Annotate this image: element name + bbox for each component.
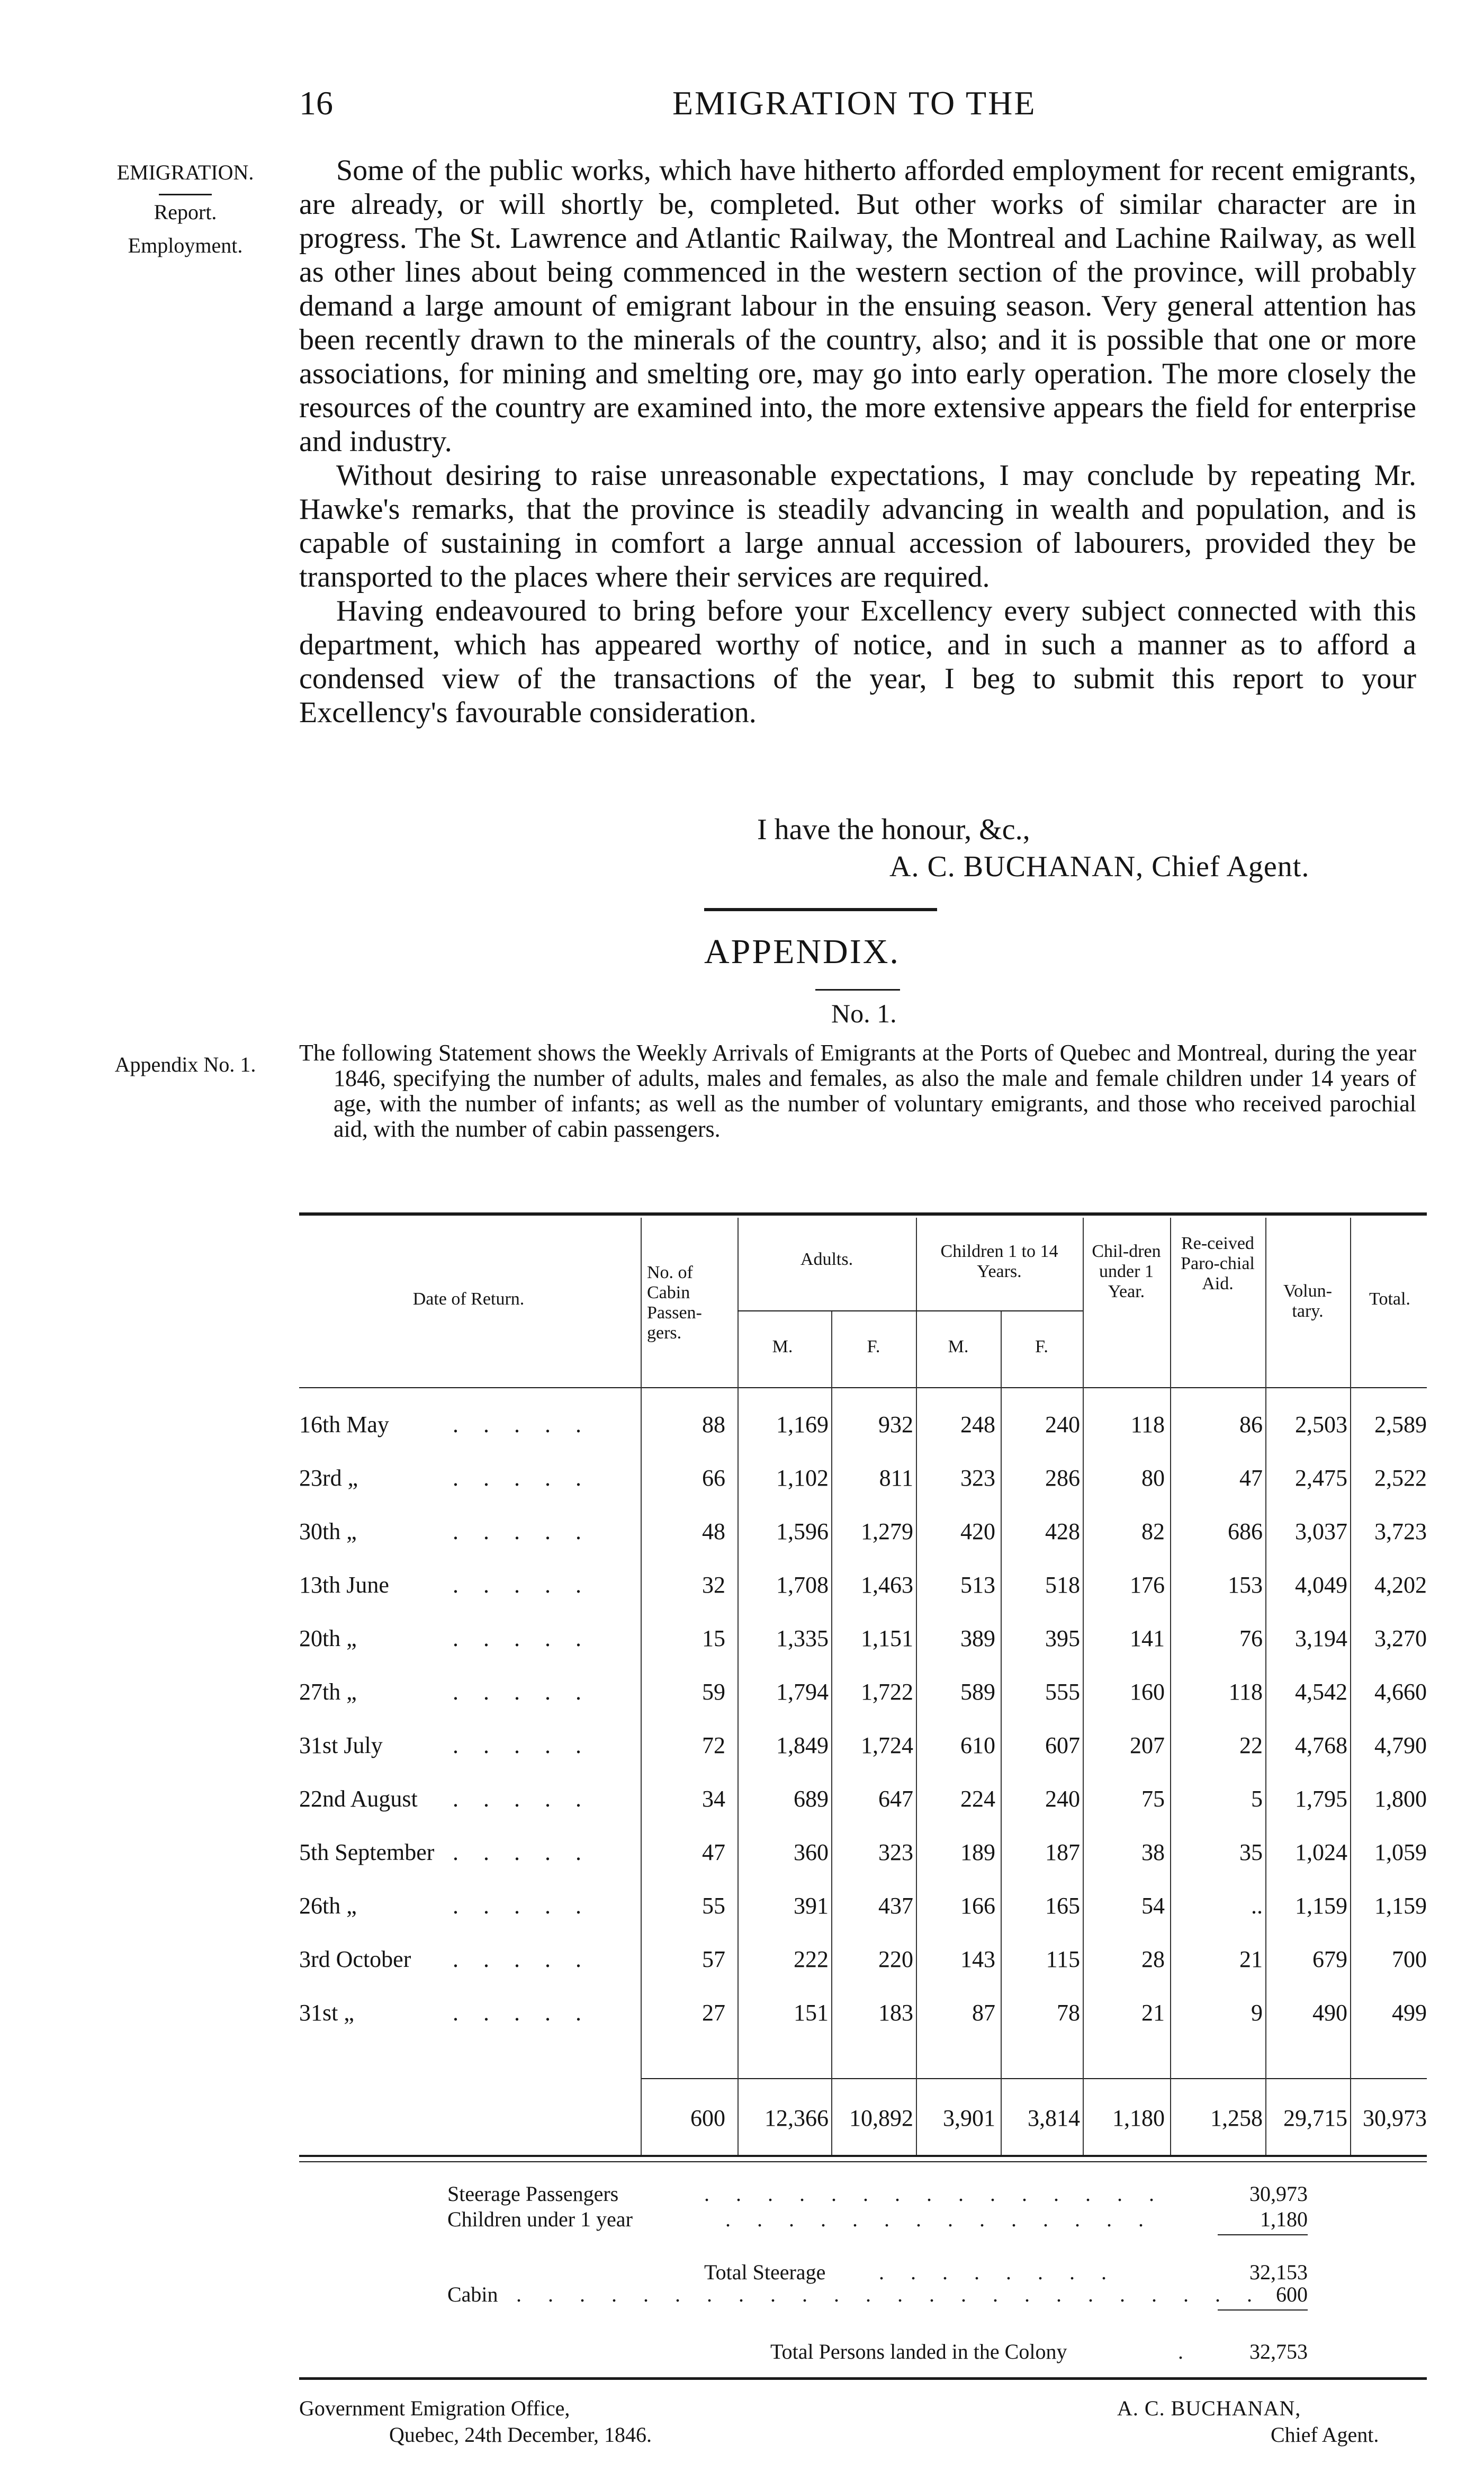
row-date: 13th June bbox=[299, 1572, 389, 1598]
row-leader-dots: . . . . . bbox=[453, 1893, 591, 1919]
row-cell-vol: 4,768 bbox=[1295, 1732, 1347, 1758]
row-date: 23rd „ bbox=[299, 1465, 358, 1491]
row-date: 5th September bbox=[299, 1839, 435, 1865]
row-cell-af: 811 bbox=[879, 1465, 913, 1491]
row-cell-inf: 80 bbox=[1141, 1465, 1165, 1491]
row-cell-vol: 1,159 bbox=[1295, 1893, 1347, 1919]
row-cell-cf: 518 bbox=[1045, 1572, 1080, 1598]
row-cell-cf: 428 bbox=[1045, 1518, 1080, 1544]
table-bottom-rule bbox=[299, 2155, 1427, 2157]
adults-subrule bbox=[737, 1310, 916, 1311]
row-leader-dots: . . . . . bbox=[453, 2000, 591, 2026]
row-cell-inf: 118 bbox=[1130, 1412, 1165, 1437]
row-leader-dots: . . . . . bbox=[453, 1839, 591, 1865]
row-cell-par: 22 bbox=[1239, 1732, 1263, 1758]
row-date: 31st July bbox=[299, 1732, 383, 1758]
header-date: Date of Return. bbox=[412, 1289, 525, 1309]
row-cell-par: 35 bbox=[1239, 1839, 1263, 1865]
total-adults-m: 12,366 bbox=[765, 2105, 829, 2131]
row-leader-dots: . . . . . bbox=[453, 1786, 591, 1812]
row-cell-cabin: 48 bbox=[702, 1518, 725, 1544]
table-top-rule bbox=[299, 1212, 1427, 1216]
row-cell-inf: 160 bbox=[1130, 1679, 1165, 1705]
margin-note-report: Report. bbox=[154, 200, 217, 224]
row-date: 26th „ bbox=[299, 1893, 357, 1919]
row-cell-inf: 141 bbox=[1130, 1625, 1165, 1651]
row-cell-am: 222 bbox=[794, 1946, 829, 1972]
header-infants: Chil-dren under 1 Year. bbox=[1092, 1242, 1161, 1301]
row-cell-am: 1,596 bbox=[776, 1518, 829, 1544]
row-cell-am: 1,102 bbox=[776, 1465, 829, 1491]
footer-place-date: Quebec, 24th December, 1846. bbox=[389, 2423, 652, 2447]
row-cell-cm: 248 bbox=[960, 1412, 995, 1437]
summary-total-value: 32,753 bbox=[1249, 2340, 1308, 2363]
row-cell-tot: 700 bbox=[1392, 1946, 1427, 1972]
appendix-title: APPENDIX. bbox=[704, 932, 900, 971]
row-cell-vol: 3,037 bbox=[1295, 1518, 1347, 1544]
header-adults-f: F. bbox=[867, 1337, 880, 1356]
row-cell-par: .. bbox=[1251, 1893, 1263, 1919]
margin-divider bbox=[159, 194, 212, 195]
row-date: 30th „ bbox=[299, 1518, 357, 1544]
row-cell-am: 360 bbox=[794, 1839, 829, 1865]
row-cell-vol: 4,542 bbox=[1295, 1679, 1347, 1705]
row-cell-cm: 143 bbox=[960, 1946, 995, 1972]
leader-dots: . . . . . . . . bbox=[879, 2260, 1117, 2284]
row-date: 16th May bbox=[299, 1412, 389, 1437]
row-date: 22nd August bbox=[299, 1786, 418, 1812]
row-cell-vol: 3,194 bbox=[1295, 1625, 1347, 1651]
row-cell-af: 1,722 bbox=[861, 1679, 913, 1705]
footer-rule bbox=[299, 2377, 1427, 2380]
paragraph-closing: Having endeavoured to bring before your Excellency every subject connected with this department, which has appeared worthy of notice, and in such a manner as to afford a condensed view of the transactions of the year, I beg to submit this report to your Excellency's favourable consideration. bbox=[299, 595, 1416, 729]
row-cell-tot: 3,270 bbox=[1374, 1625, 1427, 1651]
row-cell-cm: 166 bbox=[960, 1893, 995, 1919]
row-cell-af: 437 bbox=[878, 1893, 913, 1919]
row-cell-am: 1,169 bbox=[776, 1412, 829, 1437]
total-total: 30,973 bbox=[1363, 2105, 1427, 2131]
totals-rule bbox=[641, 2078, 1427, 2079]
table-bottom-rule-2 bbox=[299, 2161, 1427, 2162]
summary-cabin-value: 600 bbox=[1276, 2282, 1308, 2306]
row-cell-vol: 2,475 bbox=[1295, 1465, 1347, 1491]
row-cell-af: 323 bbox=[878, 1839, 913, 1865]
row-cell-cm: 189 bbox=[960, 1839, 995, 1865]
row-leader-dots: . . . . . bbox=[453, 1946, 591, 1972]
row-cell-cm: 323 bbox=[960, 1465, 995, 1491]
row-cell-vol: 679 bbox=[1312, 1946, 1347, 1972]
row-cell-inf: 54 bbox=[1141, 1893, 1165, 1919]
row-cell-cabin: 47 bbox=[702, 1839, 725, 1865]
row-cell-tot: 2,589 bbox=[1374, 1412, 1427, 1437]
row-date: 27th „ bbox=[299, 1679, 357, 1705]
row-leader-dots: . . . . . bbox=[453, 1572, 591, 1598]
row-cell-vol: 2,503 bbox=[1295, 1412, 1347, 1437]
row-cell-par: 76 bbox=[1239, 1625, 1263, 1651]
row-cell-cm: 589 bbox=[960, 1679, 995, 1705]
total-cabin: 600 bbox=[690, 2105, 725, 2131]
header-total: Total. bbox=[1369, 1289, 1410, 1309]
table-header-rule bbox=[299, 1387, 1427, 1388]
row-cell-cf: 240 bbox=[1045, 1786, 1080, 1812]
row-cell-cf: 286 bbox=[1045, 1465, 1080, 1491]
row-leader-dots: . . . . . bbox=[453, 1679, 591, 1705]
row-cell-cm: 87 bbox=[972, 2000, 995, 2026]
row-cell-af: 1,463 bbox=[861, 1572, 913, 1598]
row-cell-cabin: 34 bbox=[702, 1786, 725, 1812]
leader-dots: . . . . . . . . . . . . . . . bbox=[704, 2182, 1165, 2206]
margin-note-section: EMIGRATION. bbox=[116, 160, 254, 184]
row-cell-af: 1,151 bbox=[861, 1625, 913, 1651]
row-cell-vol: 1,024 bbox=[1295, 1839, 1347, 1865]
row-cell-am: 1,849 bbox=[776, 1732, 829, 1758]
row-cell-tot: 1,800 bbox=[1374, 1786, 1427, 1812]
row-cell-af: 220 bbox=[878, 1946, 913, 1972]
row-cell-cabin: 15 bbox=[702, 1625, 725, 1651]
row-cell-tot: 2,522 bbox=[1374, 1465, 1427, 1491]
row-cell-cabin: 88 bbox=[702, 1412, 725, 1437]
signature: A. C. BUCHANAN, Chief Agent. bbox=[889, 850, 1310, 883]
appendix-intro bbox=[299, 1040, 1416, 1142]
summary-steerage-value: 30,973 bbox=[1249, 2182, 1308, 2206]
row-cell-cf: 78 bbox=[1057, 2000, 1080, 2026]
row-cell-par: 21 bbox=[1239, 1946, 1263, 1972]
total-voluntary: 29,715 bbox=[1283, 2105, 1347, 2131]
row-cell-tot: 499 bbox=[1392, 2000, 1427, 2026]
row-cell-tot: 4,202 bbox=[1374, 1572, 1427, 1598]
summary-total-rule bbox=[1218, 2309, 1308, 2311]
report-body bbox=[299, 154, 1416, 730]
page-number: 16 bbox=[299, 84, 333, 122]
footer-agent-title: Chief Agent. bbox=[1271, 2423, 1379, 2447]
row-cell-cm: 224 bbox=[960, 1786, 995, 1812]
row-cell-cm: 420 bbox=[960, 1518, 995, 1544]
row-cell-inf: 28 bbox=[1141, 1946, 1165, 1972]
row-cell-cabin: 66 bbox=[702, 1465, 725, 1491]
running-title: EMIGRATION TO THE bbox=[672, 84, 1037, 122]
row-cell-inf: 82 bbox=[1141, 1518, 1165, 1544]
appendix-number: No. 1. bbox=[831, 999, 897, 1028]
summary-steerage-label: Steerage Passengers bbox=[447, 2182, 619, 2206]
total-infants: 1,180 bbox=[1112, 2105, 1165, 2131]
paragraph-expectations: Without desiring to raise unreasonable expectations, I may conclude by repeating Mr. Hawke's remarks, that the province is steadily advancing in wealth and population, and is capable of sustaining in comfort a large annual accession of labourers, provided they be transported to the places where their services are required. bbox=[299, 459, 1416, 594]
row-leader-dots: . . . . . bbox=[453, 1412, 591, 1437]
row-cell-cf: 607 bbox=[1045, 1732, 1080, 1758]
header-parochial: Re-ceived Paro-chial Aid. bbox=[1181, 1234, 1255, 1293]
row-cell-cabin: 59 bbox=[702, 1679, 725, 1705]
row-cell-cabin: 57 bbox=[702, 1946, 725, 1972]
row-cell-vol: 490 bbox=[1312, 2000, 1347, 2026]
row-cell-par: 9 bbox=[1251, 2000, 1263, 2026]
row-cell-cm: 513 bbox=[960, 1572, 995, 1598]
row-cell-tot: 1,159 bbox=[1374, 1893, 1427, 1919]
row-cell-am: 151 bbox=[794, 2000, 829, 2026]
header-adults: Adults. bbox=[800, 1250, 853, 1269]
row-cell-tot: 4,790 bbox=[1374, 1732, 1427, 1758]
total-children-f: 3,814 bbox=[1028, 2105, 1080, 2131]
row-cell-inf: 176 bbox=[1130, 1572, 1165, 1598]
row-cell-am: 1,708 bbox=[776, 1572, 829, 1598]
header-voluntary: Volun-tary. bbox=[1283, 1281, 1332, 1321]
row-cell-am: 1,794 bbox=[776, 1679, 829, 1705]
row-cell-am: 1,335 bbox=[776, 1625, 829, 1651]
summary-subtotal-rule bbox=[1218, 2234, 1308, 2235]
row-cell-af: 183 bbox=[878, 2000, 913, 2026]
row-leader-dots: . . . . . bbox=[453, 1518, 591, 1544]
row-leader-dots: . . . . . bbox=[453, 1625, 591, 1651]
row-cell-cabin: 72 bbox=[702, 1732, 725, 1758]
closing-salutation: I have the honour, &c., bbox=[757, 813, 1030, 846]
row-cell-par: 686 bbox=[1228, 1518, 1263, 1544]
row-cell-cf: 187 bbox=[1045, 1839, 1080, 1865]
row-cell-inf: 21 bbox=[1141, 2000, 1165, 2026]
row-cell-par: 47 bbox=[1239, 1465, 1263, 1491]
row-date: 20th „ bbox=[299, 1625, 357, 1651]
footer-agent-name: A. C. BUCHANAN, bbox=[1117, 2396, 1301, 2420]
row-cell-par: 153 bbox=[1228, 1572, 1263, 1598]
row-cell-af: 1,279 bbox=[861, 1518, 913, 1544]
summary-total-steerage-label: Total Steerage bbox=[704, 2260, 826, 2284]
paragraph-public-works: Some of the public works, which have hitherto afforded employment for recent emigrants, are already, or will shortly be, completed. But other works of similar character are in progress. The St. Lawrence and Atlantic Railway, the Montreal and Lachine Railway, as well as other lines about being commenced in the western section of the province, will probably demand a large amount of emigrant labour in the ensuing season. Very general attention has been recently drawn to the minerals of the country, also; and it is possible that one or more associations, for mining and smelting ore, may go into early operation. The more closely the resources of the country are examined into, the more extensive appears the field for enterprise and industry. bbox=[299, 154, 1416, 458]
row-cell-inf: 38 bbox=[1141, 1839, 1165, 1865]
row-cell-cf: 165 bbox=[1045, 1893, 1080, 1919]
header-children-f: F. bbox=[1035, 1337, 1048, 1356]
row-cell-par: 5 bbox=[1251, 1786, 1263, 1812]
margin-note-appendix: Appendix No. 1. bbox=[114, 1053, 256, 1076]
header-children-m: M. bbox=[948, 1337, 969, 1356]
leader-dots: . . . . . . . . . . . . . . . . . . . . . . . . bbox=[516, 2282, 1263, 2306]
row-leader-dots: . . . . . bbox=[453, 1465, 591, 1491]
summary-total-label: Total Persons landed in the Colony bbox=[770, 2340, 1067, 2363]
row-cell-tot: 4,660 bbox=[1374, 1679, 1427, 1705]
row-cell-af: 647 bbox=[878, 1786, 913, 1812]
leader-dots: . . . . . . . . . . . . . . bbox=[725, 2207, 1154, 2231]
row-cell-tot: 1,059 bbox=[1374, 1839, 1427, 1865]
summary-total-steerage-value: 32,153 bbox=[1249, 2260, 1308, 2284]
row-cell-cabin: 55 bbox=[702, 1893, 725, 1919]
row-cell-cf: 395 bbox=[1045, 1625, 1080, 1651]
row-cell-cf: 240 bbox=[1045, 1412, 1080, 1437]
header-cabin: No. of Cabin Passen-gers. bbox=[647, 1263, 702, 1343]
summary-children-label: Children under 1 year bbox=[447, 2207, 633, 2231]
row-cell-cf: 555 bbox=[1045, 1679, 1080, 1705]
row-cell-af: 932 bbox=[878, 1412, 913, 1437]
leader-dots: . bbox=[1178, 2340, 1183, 2363]
row-cell-inf: 207 bbox=[1130, 1732, 1165, 1758]
row-cell-par: 118 bbox=[1228, 1679, 1263, 1705]
row-cell-tot: 3,723 bbox=[1374, 1518, 1427, 1544]
row-cell-am: 391 bbox=[794, 1893, 829, 1919]
row-date: 3rd October bbox=[299, 1946, 411, 1972]
total-adults-f: 10,892 bbox=[849, 2105, 913, 2131]
row-cell-vol: 1,795 bbox=[1295, 1786, 1347, 1812]
row-cell-am: 689 bbox=[794, 1786, 829, 1812]
margin-note-employment: Employment. bbox=[128, 233, 243, 257]
row-cell-cm: 610 bbox=[960, 1732, 995, 1758]
row-leader-dots: . . . . . bbox=[453, 1732, 591, 1758]
row-cell-vol: 4,049 bbox=[1295, 1572, 1347, 1598]
section-divider bbox=[704, 908, 937, 911]
row-cell-par: 86 bbox=[1239, 1412, 1263, 1437]
appendix-intro-text: The following Statement shows the Weekly Arrivals of Emigrants at the Ports of Quebec and Montreal, during the year 1846, specifying the number of adults, males and females, as also the male and female children under 14 years of age, with the number of infants; as well as the number of voluntary emigrants, and those who received parochial aid, with the number of cabin passengers. bbox=[299, 1040, 1416, 1142]
row-date: 31st „ bbox=[299, 2000, 354, 2026]
header-adults-m: M. bbox=[772, 1337, 793, 1356]
children-subrule bbox=[916, 1310, 1083, 1311]
row-cell-cabin: 32 bbox=[702, 1572, 725, 1598]
row-cell-inf: 75 bbox=[1141, 1786, 1165, 1812]
total-children-m: 3,901 bbox=[943, 2105, 995, 2131]
summary-cabin-label: Cabin bbox=[447, 2282, 498, 2306]
row-cell-cabin: 27 bbox=[702, 2000, 725, 2026]
row-cell-af: 1,724 bbox=[861, 1732, 913, 1758]
header-children: Children 1 to 14 Years. bbox=[940, 1242, 1058, 1281]
row-cell-cf: 115 bbox=[1046, 1946, 1080, 1972]
total-parochial: 1,258 bbox=[1210, 2105, 1263, 2131]
row-cell-cm: 389 bbox=[960, 1625, 995, 1651]
summary-children-value: 1,180 bbox=[1260, 2207, 1308, 2231]
appendix-title-underline bbox=[815, 989, 900, 991]
footer-office: Government Emigration Office, bbox=[299, 2396, 570, 2420]
